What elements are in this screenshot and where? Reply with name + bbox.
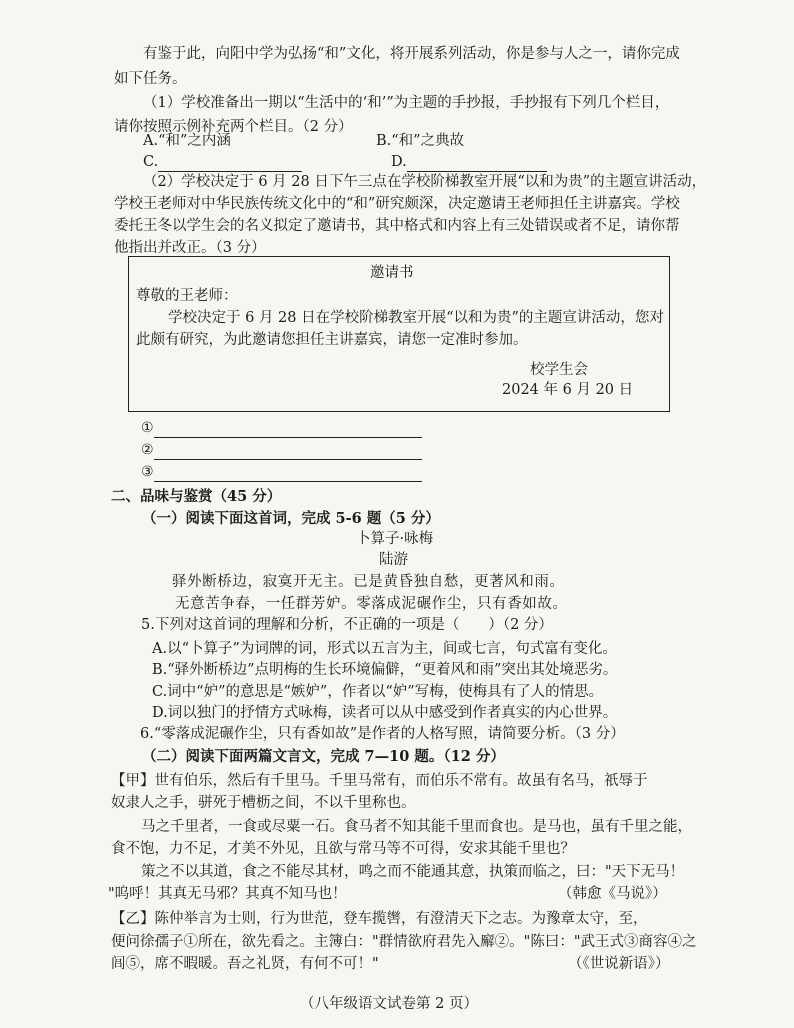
q5-option-d: D.词以独门的抒情方式咏梅，读者可以从中感受到作者真实的内心世界。 bbox=[152, 705, 618, 721]
answer-blank-3[interactable] bbox=[154, 465, 422, 482]
option-d-blank[interactable] bbox=[407, 155, 547, 172]
question-5: 5.下列对这首词的理解和分析，不正确的一项是（ ）（2 分） bbox=[141, 617, 553, 633]
jia-line-3: 马之千里者，一食或尽粟一石。食马者不知其能千里而食也。是马也，虽有千里之能， bbox=[141, 819, 692, 835]
task1-option-a: A.“和”之内涵 bbox=[143, 133, 231, 149]
poem-line-1: 驿外断桥边，寂寞开无主。已是黄昏独自愁，更著风和雨。 bbox=[172, 574, 565, 590]
invitation-body-1: 学校决定于 6 月 28 日在学校阶梯教室开展“以和为贵”的主题宣讲活动，您对 bbox=[168, 310, 664, 326]
intro-line-2: 如下任务。 bbox=[114, 71, 187, 87]
page-footer: （八年级语文试卷第 2 页） bbox=[300, 996, 478, 1012]
yi-line-2: 便问徐孺子①所在，欲先看之。主簿白："群情欲府君先入廨②。"陈曰："武王式③商容④之 bbox=[111, 934, 697, 950]
option-d-label: D. bbox=[391, 154, 407, 170]
invitation-date: 2024 年 6 月 20 日 bbox=[502, 382, 634, 398]
poem-title: 卜算子·咏梅 bbox=[356, 531, 434, 547]
task1-option-d bbox=[391, 152, 547, 172]
yi-line-3: 闾⑤，席不暇暖。吾之礼贤，有何不可！" bbox=[111, 956, 379, 972]
answer-mark-2: ② bbox=[141, 442, 154, 458]
task2-line-4: 他指出并改正。（3 分） bbox=[114, 240, 266, 256]
section2-heading: 二、品味与鉴赏（45 分） bbox=[111, 488, 282, 505]
task1-option-c bbox=[143, 152, 302, 172]
jia-line-2: 奴隶人之手，骈死于槽枥之间，不以千里称也。 bbox=[111, 795, 416, 811]
invitation-body-2: 此颇有研究，为此邀请您担任主讲嘉宾，请您一定准时参加。 bbox=[136, 332, 528, 348]
jia-line-5: 策之不以其道，食之不能尽其材，鸣之而不能通其意，执策而临之，曰："天下无马！ bbox=[141, 864, 685, 880]
invitation-greeting: 尊敬的王老师： bbox=[136, 288, 238, 304]
yi-source: （《世说新语》） bbox=[568, 956, 670, 972]
answer-mark-1: ① bbox=[141, 420, 154, 436]
part2-heading: （二）阅读下面两篇文言文，完成 7—10 题。（12 分） bbox=[142, 748, 505, 765]
poem-author: 陆游 bbox=[379, 552, 408, 568]
task2-line-3: 委托王冬以学生会的名义拟定了邀请书，其中格式和内容上有三处错误或者不足，请你帮 bbox=[114, 218, 680, 234]
task2-line-1: （2）学校决定于 6 月 28 日下午三点在学校阶梯教室开展“以和为贵”的主题宣讲活动， bbox=[143, 174, 707, 190]
q5-option-c: C.词中“妒”的意思是“嫉妒”，作者以“妒”写梅，使梅具有了人的情思。 bbox=[152, 684, 604, 700]
task1-line-2: 请你按照示例补充两个栏目。（2 分） bbox=[114, 119, 353, 135]
yi-line-1: 【乙】陈仲举言为士则，行为世范，登车揽辔，有澄清天下之志。为豫章太守，至， bbox=[111, 911, 648, 927]
invitation-signer: 校学生会 bbox=[530, 362, 588, 378]
task1-option-b: B.“和”之典故 bbox=[376, 133, 465, 149]
jia-line-1: 【甲】世有伯乐，然后有千里马。千里马常有，而伯乐不常有。故虽有名马，祇辱于 bbox=[111, 773, 648, 789]
answer-line-2 bbox=[141, 440, 422, 460]
q5-option-a: A.以“卜算子”为词牌的词，形式以五言为主，间或七言，句式富有变化。 bbox=[152, 641, 617, 657]
option-c-label: C. bbox=[143, 154, 159, 170]
invitation-title: 邀请书 bbox=[370, 265, 414, 281]
part1-heading: （一）阅读下面这首词，完成 5-6 题（5 分） bbox=[142, 510, 440, 527]
question-6: 6.“零落成泥碾作尘，只有香如故”是作者的人格写照，请简要分析。（3 分） bbox=[140, 726, 625, 742]
poem-line-2: 无意苦争春，一任群芳妒。零落成泥碾作尘，只有香如故。 bbox=[175, 596, 568, 612]
answer-mark-3: ③ bbox=[141, 464, 154, 480]
jia-line-4: 食不饱，力不足，才美不外见，且欲与常马等不可得，安求其能千里也？ bbox=[111, 841, 575, 857]
task1-line-1: （1）学校准备出一期以“生活中的‘和’”为主题的手抄报，手抄报有下列几个栏目， bbox=[143, 95, 670, 111]
answer-line-3 bbox=[141, 462, 422, 482]
intro-line-1: 有鉴于此，向阳中学为弘扬“和”文化，将开展系列活动，你是参与人之一，请你完成 bbox=[143, 46, 680, 62]
option-c-blank[interactable] bbox=[158, 155, 302, 172]
jia-source: （韩愈《马说》） bbox=[558, 886, 667, 902]
answer-blank-1[interactable] bbox=[154, 421, 422, 438]
answer-blank-2[interactable] bbox=[154, 443, 422, 460]
jia-line-6: "呜呼！其真无马邪？其真不知马也！ bbox=[108, 886, 347, 902]
q5-option-b: B.“驿外断桥边”点明梅的生长环境偏僻，“更着风和雨”突出其处境恶劣。 bbox=[152, 662, 618, 678]
task2-line-2: 学校王老师对中华民族传统文化中的“和”研究颇深，决定邀请王老师担任主讲嘉宾。学校 bbox=[114, 196, 680, 212]
answer-line-1 bbox=[141, 418, 422, 438]
